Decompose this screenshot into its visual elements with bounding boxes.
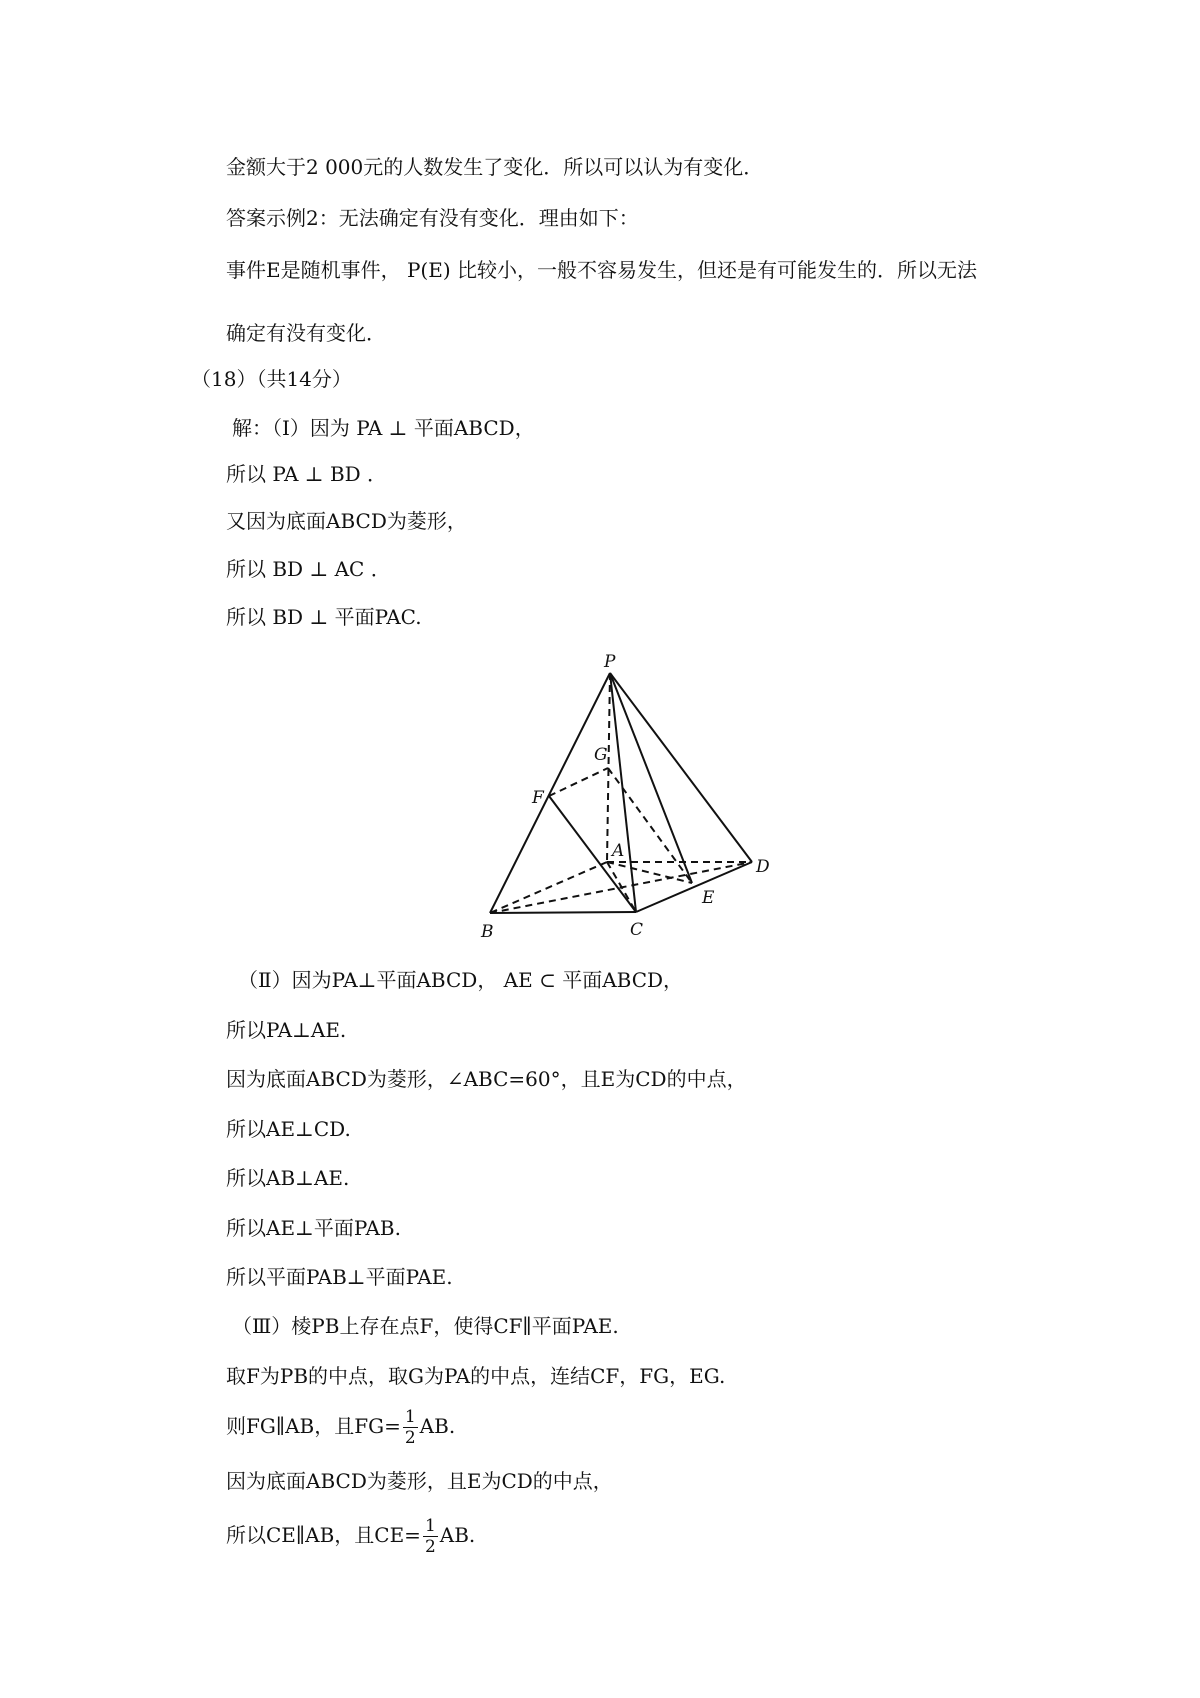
label-D: D: [756, 857, 770, 877]
edge-PD: [610, 673, 752, 862]
fraction-line-suffix: AB.: [439, 1523, 476, 1547]
text-line-4: 确定有没有变化．: [226, 321, 386, 345]
fraction-denominator: 2: [424, 1537, 436, 1557]
label-A: A: [612, 841, 625, 861]
label-F: F: [532, 788, 544, 808]
text-line-22: [226, 1516, 475, 1557]
fraction-half: [403, 1407, 418, 1448]
text-line-6: 解：（Ⅰ）因为 PA ⊥ 平面ABCD，: [232, 416, 535, 440]
text-line-20: [226, 1407, 455, 1448]
text-line-11: （Ⅱ）因为PA⊥平面ABCD， AE ⊂ 平面ABCD，: [238, 968, 684, 992]
section-heading: （18）（共14分）: [191, 367, 352, 391]
fraction-line-suffix: AB.: [419, 1414, 456, 1438]
text-line-18: （Ⅲ）棱PB上存在点F，使得CF∥平面PAE.: [232, 1314, 619, 1338]
text-line-1: 金额大于2 000元的人数发生了变化．所以可以认为有变化．: [226, 155, 764, 179]
text-line-7: 所以 PA ⊥ BD ．: [226, 462, 388, 486]
text-line-21: 因为底面ABCD为菱形，且E为CD的中点，: [226, 1469, 613, 1493]
text-line-3: 事件E是随机事件， P(E) 比较小，一般不容易发生，但还是有可能发生的．所以无法: [226, 258, 977, 282]
text-line-9: 所以 BD ⊥ AC ．: [226, 557, 391, 581]
pyramid-figure: [470, 650, 790, 940]
label-E: E: [702, 888, 715, 908]
fraction-numerator: 1: [404, 1407, 416, 1427]
text-line-16: 所以AE⊥平面PAB.: [226, 1216, 401, 1240]
text-line-12: 所以PA⊥AE.: [226, 1018, 347, 1042]
text-line-13: 因为底面ABCD为菱形，∠ABC=60°，且E为CD的中点，: [226, 1067, 747, 1091]
label-C: C: [630, 920, 644, 940]
text-line-8: 又因为底面ABCD为菱形，: [226, 509, 467, 533]
text-line-15: 所以AB⊥AE.: [226, 1166, 350, 1190]
edge-AB: [490, 862, 607, 913]
fraction-half: [423, 1516, 438, 1557]
text-line-19: 取F为PB的中点，取G为PA的中点，连结CF，FG，EG.: [226, 1364, 726, 1388]
text-line-2: 答案示例2：无法确定有没有变化．理由如下：: [226, 206, 639, 230]
text-line-17: 所以平面PAB⊥平面PAE.: [226, 1265, 453, 1289]
label-P: P: [604, 652, 616, 672]
label-G: G: [594, 745, 608, 765]
fraction-line-prefix: 所以CE∥AB，且CE=: [226, 1523, 421, 1547]
fraction-line-prefix: 则FG∥AB，且FG=: [226, 1414, 401, 1438]
fraction-denominator: 2: [404, 1428, 416, 1448]
label-B: B: [481, 922, 494, 940]
fraction-numerator: 1: [424, 1516, 436, 1536]
edge-CD: [636, 862, 752, 912]
text-line-14: 所以AE⊥CD.: [226, 1117, 351, 1141]
edge-BC: [490, 912, 636, 913]
text-line-10: 所以 BD ⊥ 平面PAC.: [226, 605, 422, 629]
edge-FG: [549, 768, 608, 796]
edge-PB: [490, 673, 610, 913]
